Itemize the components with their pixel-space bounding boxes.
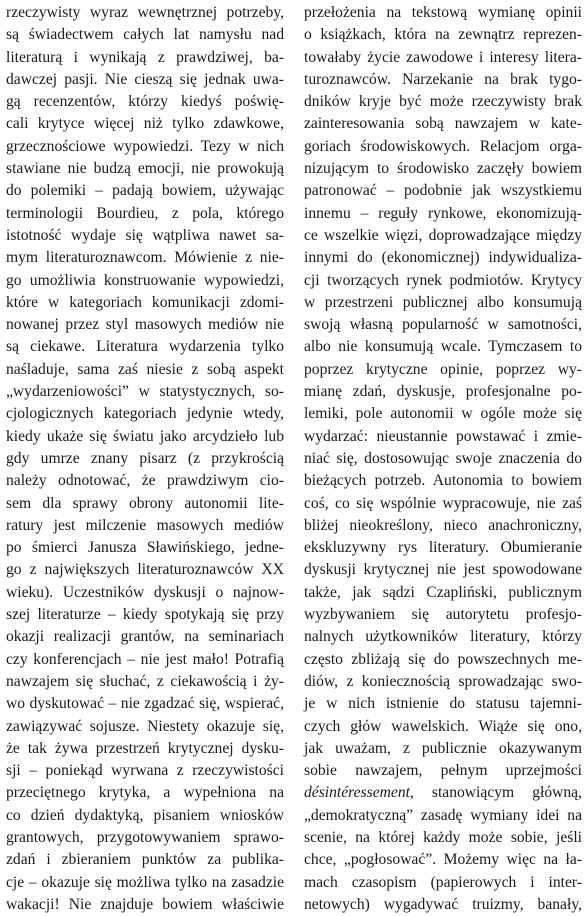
left-column-line: literaturą i wynikają z prawdziwej, ba-	[6, 48, 284, 66]
right-column-line: nalnych użytkowników literatury, którzy	[304, 628, 582, 646]
right-column-line: czych głów wawelskich. Wiąże się ono,	[304, 717, 582, 735]
left-column-line: grantowych, przygotowywaniem sprawo-	[6, 828, 284, 846]
left-column-line: gą recenzentów, którzy kiedyś poświę-	[6, 93, 284, 111]
right-column-line: bliżej nieokreślony, nieco anachroniczny,	[304, 516, 582, 534]
left-column-line: które w kategoriach komunikacji zdomi-	[6, 293, 284, 311]
left-column-line: nawzajem się słuchać, z ciekawością i ży-	[6, 672, 284, 690]
right-column-line: towałaby życie zawodowe i interesy litera-	[304, 48, 582, 66]
left-column-line: go z największych literaturoznawców XX	[6, 561, 284, 579]
left-column-line: stawiane nie budzą emocji, nie prowokują	[6, 160, 284, 178]
right-column-line: netowych) wygadywać truizmy, banały,	[304, 895, 582, 913]
left-column-line: wieku). Uczestników dyskusji o najnow-	[6, 583, 284, 601]
left-column-line: że tak żywa przestrzeń krytycznej dysku-	[6, 739, 284, 757]
left-column-line: wakacji! Nie znajduje bowiem właściwie	[6, 895, 284, 913]
right-column-line: przełożenia na tekstową wymianę opinii	[304, 4, 582, 21]
right-column-line: nizującym to środowisko zaczęły bowiem	[304, 160, 582, 178]
left-column-line: są świadectwem całych lat namysłu nad	[6, 26, 284, 44]
left-column-line: do polemiki – padają bowiem, używając	[6, 182, 284, 200]
right-column-line: je w nich istnienie do statusu tajemni-	[304, 695, 582, 713]
right-column-line: „demokratyczną” zasadę wymiany idei na	[304, 806, 582, 824]
left-column-line: nowanej przez styl masowych mediów nie	[6, 316, 284, 334]
right-column-line: innymi do (ekonomicznej) indywidualiza-	[304, 249, 582, 267]
left-column-line: cjologicznych kategoriach jedynie wtedy,	[6, 405, 284, 423]
left-column-line: są ciekawe. Literatura wydarzenia tylko	[6, 338, 284, 356]
left-column-line: „wydarzeniowości” w statystycznych, so-	[6, 383, 284, 401]
right-column-line: goriach środowiskowych. Relacjom orga-	[304, 137, 582, 155]
right-column-line: albo nie konsumują wcale. Tymczasem to	[304, 338, 582, 356]
right-column-line: jak uważam, z publicznie okazywanym	[304, 739, 582, 757]
right-column-line: désintéressement, stanowiącym główną,	[304, 784, 582, 802]
right-column-line: turoznawców. Narzekanie na brak tygo-	[304, 70, 582, 88]
left-column-line: czy konferencjach – nie jest mało! Potrafią	[6, 650, 284, 668]
right-column-line: ce wszelkie więzi, doprowadzające między	[304, 226, 582, 244]
left-column-line: sji – poniekąd wyrwana z rzeczywistości	[6, 762, 284, 780]
left-column-line: dawczej pasji. Nie cieszą się jednak uwa-	[6, 70, 284, 88]
right-column-line: ekskluzywny rys literatury. Obumieranie	[304, 539, 582, 557]
right-column-line: poprzez krytyczne opinie, poprzez wy-	[304, 360, 582, 378]
left-column-line: terminologii Bourdieu, z pola, którego	[6, 204, 284, 222]
right-column-line: dników kryje być może rzeczywisty brak	[304, 93, 582, 111]
left-column-line: zawiązywać sojusze. Niestety okazuje się,	[6, 717, 284, 735]
right-column-line: coś, co się wspólnie wypracowuje, nie zaś	[304, 494, 582, 512]
right-column-line: innemu – reguły rynkowe, ekonomizują-	[304, 204, 582, 222]
left-column-line: okazji realizacji grantów, na seminariach	[6, 628, 284, 646]
right-column-line: zainteresowania sobą nawzajem w kate-	[304, 115, 582, 133]
right-column-line: sobie nawzajem, pełnym uprzejmości	[304, 762, 582, 780]
right-column-line: dyskusji krytycznej nie jest spowodowane	[304, 561, 582, 579]
right-column-line: niać się, dostosowując swoje znaczenia do	[304, 449, 582, 467]
left-column-line: kiedy ukaże się światu jako arcydzieło lub	[6, 427, 284, 445]
left-column-line: go umożliwia konstruowanie wypowiedzi,	[6, 271, 284, 289]
left-column-line: ratury jest milczenie masowych mediów	[6, 516, 284, 534]
left-column-line: szej literaturze – kiedy spotykają się przy	[6, 606, 284, 624]
left-column-line: mym literaturoznawcom. Mówienie z nie-	[6, 249, 284, 267]
left-column-line: naśladuje, sama zaś niesie z sobą aspekt	[6, 360, 284, 378]
right-column-line: patronować – podobnie jak wszystkiemu	[304, 182, 582, 200]
right-column-line: wydarzać: nieustannie powstawać i zmie-	[304, 427, 582, 445]
left-column-line: po śmierci Janusza Sławińskiego, jedne-	[6, 539, 284, 557]
left-column-line: wo dyskutować – nie zgadzać się, wspierać,	[6, 695, 284, 713]
right-column-line: chce, „pogłosować”. Możemy więc na ła-	[304, 851, 582, 869]
right-column-line: mach czasopism (papierowych i inter-	[304, 873, 582, 891]
left-text-column	[6, 2, 284, 916]
right-column-line: wyzbywaniem się autorytetu profesjo-	[304, 606, 582, 624]
left-column-line: sem dla sprawy obrony autonomii lite-	[6, 494, 284, 512]
left-column-line: rzeczywisty wyraz wewnętrznej potrzeby,	[6, 4, 284, 21]
left-column-line: grzecznościowe wypowiedzi. Tezy w nich	[6, 137, 284, 155]
right-column-line: w przestrzeni publicznej albo konsumują	[304, 293, 582, 311]
right-column-line: często zbliżają się do powszechnych me-	[304, 650, 582, 668]
right-column-line: także, jak sądzi Czapliński, publicznym	[304, 583, 582, 601]
left-column-line: zdań i zbieraniem punktów za publika-	[6, 851, 284, 869]
left-column-line: co dzień dydaktyką, pisaniem wniosków	[6, 806, 284, 824]
left-column-line: cali krytyce więcej niż tylko zdawkowe,	[6, 115, 284, 133]
right-column-line: cji tworzących rynek podmiotów. Krytycy	[304, 271, 582, 289]
right-column-line: bieżących potrzeb. Autonomia to bowiem	[304, 472, 582, 490]
right-column-line: mianę zdań, dyskusje, profesjonalne po-	[304, 383, 582, 401]
left-column-line: przeciętnego krytyka, a wypełniona na	[6, 784, 284, 802]
right-text-column	[304, 2, 582, 916]
right-column-line: lemiki, pole autonomii w ogóle może się	[304, 405, 582, 423]
right-column-line: diów, z koniecznością sprowadzając swo-	[304, 672, 582, 690]
italic-term: désintéressement	[304, 784, 410, 802]
right-column-line: scenie, na której każdy może sobie, jeśli	[304, 828, 582, 846]
right-column-line: o książkach, która na zewnątrz reprezen-	[304, 26, 582, 44]
left-column-line: istotność wydaje się wątpliwa nawet sa-	[6, 226, 284, 244]
left-column-line: należy odnotować, że prawdziwym cio-	[6, 472, 284, 490]
left-column-line: cje – okazuje się możliwa tylko na zasadzie	[6, 873, 284, 891]
left-column-line: gdy umrze znany pisarz (z przykrością	[6, 449, 284, 467]
right-column-line: swoją własną popularność w samotności,	[304, 316, 582, 334]
